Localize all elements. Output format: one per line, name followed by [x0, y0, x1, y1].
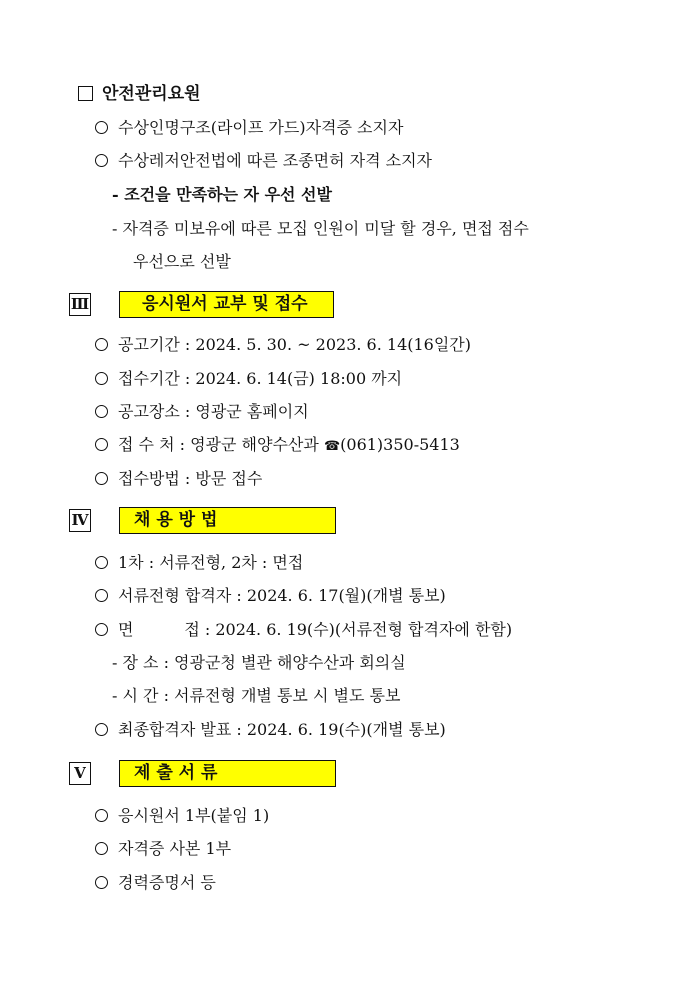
circle-bullet-icon: [95, 438, 108, 451]
list-item: 1차 : 서류전형, 2차 : 면접: [95, 552, 303, 574]
section-title-safety: 안전관리요원: [78, 83, 201, 105]
circle-bullet-icon: [95, 556, 108, 569]
checkbox-square-icon: [78, 86, 93, 101]
circle-bullet-icon: [95, 121, 108, 134]
list-item: 공고기간 : 2024. 5. 30. ~ 2023. 6. 14(16일간): [95, 334, 471, 356]
circle-bullet-icon: [95, 623, 108, 636]
phone-number: (061)350-5413: [340, 435, 460, 454]
circle-bullet-icon: [95, 472, 108, 485]
circle-bullet-icon: [95, 589, 108, 602]
section-heading: 제 출 서 류: [119, 760, 336, 787]
list-item: 접 수 처 : 영광군 해양수산과 ☎(061)350-5413: [95, 434, 460, 458]
telephone-icon: ☎: [323, 439, 341, 454]
section-numeral: Ⅳ: [69, 509, 91, 532]
list-item: 접수기간 : 2024. 6. 14(금) 18:00 까지: [95, 368, 402, 390]
circle-bullet-icon: [95, 842, 108, 855]
circle-bullet-icon: [95, 372, 108, 385]
list-item: 공고장소 : 영광군 홈페이지: [95, 401, 309, 423]
sub-note: - 시 간 : 서류전형 개별 통보 시 별도 통보: [112, 686, 401, 705]
section-heading: 채 용 방 법: [119, 507, 336, 534]
list-item: 최종합격자 발표 : 2024. 6. 19(수)(개별 통보): [95, 719, 446, 741]
circle-bullet-icon: [95, 338, 108, 351]
circle-bullet-icon: [95, 876, 108, 889]
sub-note: - 자격증 미보유에 따른 모집 인원이 미달 할 경우, 면접 점수: [112, 219, 529, 238]
circle-bullet-icon: [95, 809, 108, 822]
sub-note: - 조건을 만족하는 자 우선 선발: [112, 185, 332, 204]
circle-bullet-icon: [95, 154, 108, 167]
list-item: 접수방법 : 방문 접수: [95, 468, 262, 490]
sub-note: - 장 소 : 영광군청 별관 해양수산과 회의실: [112, 653, 406, 672]
list-item: 응시원서 1부(붙임 1): [95, 805, 269, 827]
list-item: 수상인명구조(라이프 가드)자격증 소지자: [95, 117, 403, 139]
circle-bullet-icon: [95, 723, 108, 736]
list-item: 면 접 : 2024. 6. 19(수)(서류전형 합격자에 한함): [95, 619, 512, 641]
list-item: 경력증명서 등: [95, 872, 216, 894]
section-numeral: Ⅲ: [69, 293, 91, 316]
section-numeral: Ⅴ: [69, 762, 91, 785]
list-item: 자격증 사본 1부: [95, 838, 231, 860]
sub-note-continuation: 우선으로 선발: [133, 252, 231, 271]
section-heading: 응시원서 교부 및 접수: [119, 291, 334, 318]
list-item: 서류전형 합격자 : 2024. 6. 17(월)(개별 통보): [95, 585, 446, 607]
list-item: 수상레저안전법에 따른 조종면허 자격 소지자: [95, 150, 432, 172]
circle-bullet-icon: [95, 405, 108, 418]
